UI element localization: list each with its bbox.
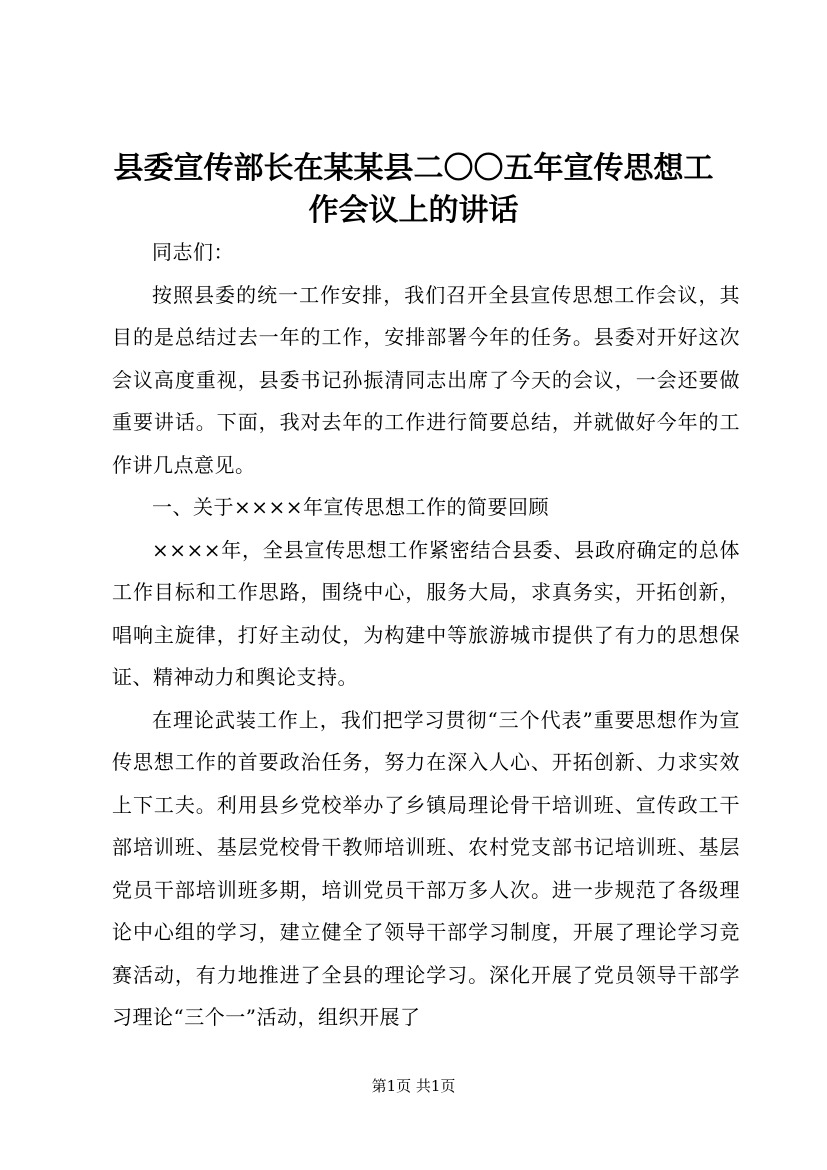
section-heading: 一、关于××××年宣传思想工作的简要回顾 xyxy=(152,495,550,519)
review-paragraph: ××××年，全县宣传思想工作紧密结合县委、县政府确定的总体工作目标和工作思路，围绕中心，服务大局，求真务实，开拓创新，唱响主旋律，打好主动仗，为构建中等旅游城市提供了有力的思想保证、精神动力和舆论支持。 xyxy=(112,537,740,689)
page-footer: 第1页 共1页 xyxy=(371,1077,456,1095)
theory-paragraph: 在理论武装工作上，我们把学习贯彻“三个代表”重要思想作为宣传思想工作的首要政治任务，努力在深入人心、开拓创新、力求实效上下工夫。利用县乡党校举办了乡镇局理论骨干培训班、宣传政工干部培训班、基层党校骨干教师培训班、农村党支部书记培训班、基层党员干部培训班多期，培训党员干部万多人次。进一步规范了各级理论中心组的学习，建立健全了领导干部学习制度，开展了理论学习竞赛活动，有力地推进了全县的理论学习。深化开展了党员领导干部学习理论“三个一”活动，组织开展了 xyxy=(112,707,740,1029)
document-title: 县委宣传部长在某某县二〇〇五年宣传思想工作会议上的讲话 xyxy=(113,151,714,228)
document-body xyxy=(112,231,740,1039)
intro-paragraph: 按照县委的统一工作安排，我们召开全县宣传思想工作会议，其目的是总结过去一年的工作，安排部署今年的任务。县委对开好这次会议高度重视，县委书记孙振清同志出席了今天的会议，一会还要做重要讲话。下面，我对去年的工作进行简要总结，并就做好今年的工作讲几点意见。 xyxy=(112,282,740,477)
salutation-paragraph: 同志们： xyxy=(152,240,234,264)
